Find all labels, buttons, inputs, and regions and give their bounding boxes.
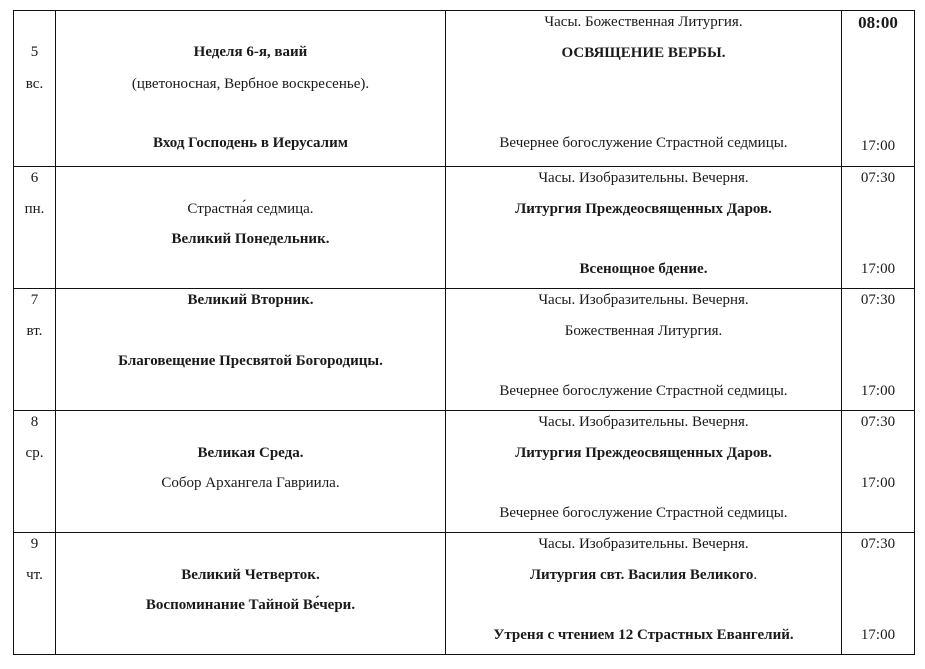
day-number: 5 [30, 44, 39, 60]
services-cell [446, 411, 842, 533]
service-line: Часы. Божественная Литургия. [544, 14, 743, 30]
day-number: 6 [30, 170, 39, 186]
times-cell [842, 289, 915, 411]
service-line [446, 566, 841, 584]
service-line: Часы. Изобразительны. Вечерня. [538, 536, 749, 552]
date-cell [14, 411, 56, 533]
feast-subtitle: Страстна́я седмица. [187, 201, 314, 217]
feast-cell [56, 533, 446, 655]
feast-title: Великий Четверток. [181, 567, 320, 583]
weekday: чт. [26, 567, 43, 583]
schedule-row [14, 411, 915, 533]
feast-title: Великий Вторник. [187, 292, 314, 308]
date-cell [14, 11, 56, 167]
times-cell [842, 533, 915, 655]
service-line-bold: Литургия свт. Василия Великого [529, 567, 754, 583]
feast-subtitle: Собор Архангела Гавриила. [161, 475, 340, 491]
service-line: Литургия Преждеосвященных Даров. [515, 201, 772, 217]
service-line: Вечернее богослужение Страстной седмицы. [499, 505, 788, 521]
schedule-row [14, 167, 915, 289]
service-line: Всенощное бдение. [579, 261, 708, 277]
schedule-row [14, 11, 915, 167]
service-time: 17:00 [860, 138, 896, 154]
service-line: Вечернее богослужение Страстной седмицы. [499, 383, 788, 399]
date-cell [14, 167, 56, 289]
schedule-row [14, 533, 915, 655]
weekday: вт. [26, 323, 43, 339]
times-cell [842, 11, 915, 167]
schedule-row [14, 289, 915, 411]
feast-cell [56, 289, 446, 411]
services-cell [446, 11, 842, 167]
service-time: 17:00 [860, 383, 896, 399]
feast-title: Великий Понедельник. [171, 231, 330, 247]
times-cell [842, 167, 915, 289]
feast-cell [56, 167, 446, 289]
service-time: 17:00 [860, 475, 896, 491]
date-cell [14, 533, 56, 655]
times-cell [842, 411, 915, 533]
date-cell [14, 289, 56, 411]
feast-title: Неделя 6-я, ваий [193, 44, 308, 60]
feast-title: Благовещение Пресвятой Богородицы. [118, 353, 383, 369]
services-cell [446, 533, 842, 655]
service-time: 07:30 [860, 414, 896, 430]
service-line: Часы. Изобразительны. Вечерня. [538, 414, 749, 430]
feast-cell [56, 411, 446, 533]
day-number: 7 [30, 292, 39, 308]
service-line: Утреня с чтением 12 Страстных Евангелий. [493, 627, 794, 643]
weekday: ср. [25, 445, 44, 461]
weekday: вс. [25, 76, 44, 92]
service-line: Часы. Изобразительны. Вечерня. [538, 170, 749, 186]
day-number: 9 [30, 536, 39, 552]
feast-title: Великая Среда. [197, 445, 304, 461]
services-cell [446, 167, 842, 289]
service-line: Божественная Литургия. [564, 323, 723, 339]
weekday: пн. [24, 201, 45, 217]
service-schedule-table [13, 10, 915, 655]
service-time: 07:30 [860, 292, 896, 308]
service-time: 07:30 [860, 170, 896, 186]
feast-cell [56, 11, 446, 167]
day-number: 8 [30, 414, 39, 430]
service-time: 17:00 [860, 261, 896, 277]
service-line: ОСВЯЩЕНИЕ ВЕРБЫ. [561, 45, 726, 61]
service-line: Литургия Преждеосвященных Даров. [515, 445, 772, 461]
service-line: Часы. Изобразительны. Вечерня. [538, 292, 749, 308]
service-line: Вечернее богослужение Страстной седмицы. [499, 135, 788, 151]
services-cell [446, 289, 842, 411]
service-time: 08:00 [858, 13, 898, 32]
feast-note: Вход Господень в Иерусалим [153, 135, 348, 151]
feast-title: Воспоминание Тайной Ве́чери. [145, 597, 356, 613]
service-time: 07:30 [860, 536, 896, 552]
service-line-suffix: . [753, 567, 758, 583]
service-time: 17:00 [860, 627, 896, 643]
feast-subtitle: (цветоносная, Вербное воскресенье). [131, 76, 370, 92]
